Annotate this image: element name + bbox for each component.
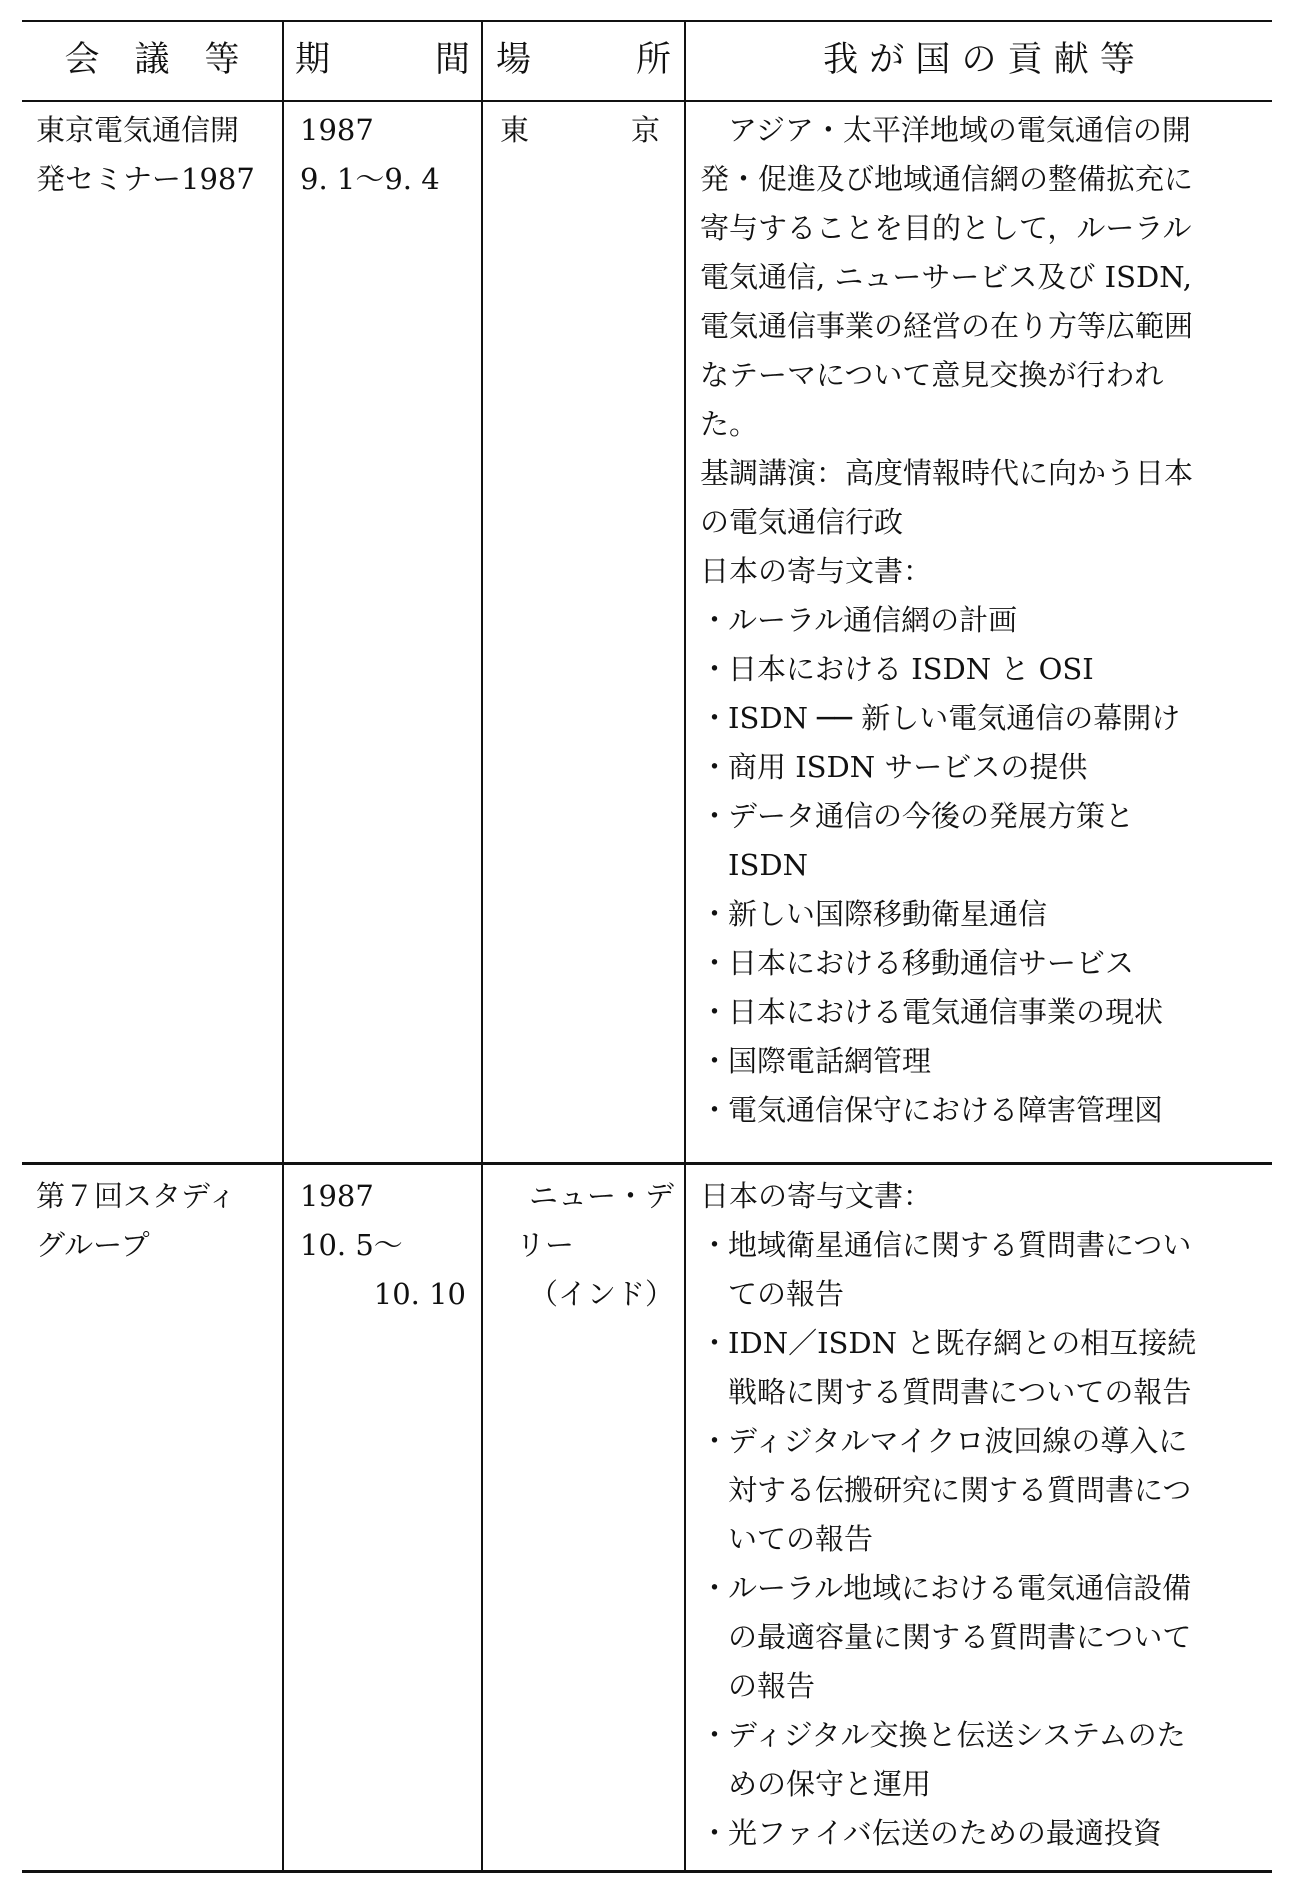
header-contribution: 我 が 国 の 貢 献 等 — [823, 40, 1135, 80]
row2-place — [496, 1172, 674, 1319]
row1-place-char: 京 — [630, 113, 660, 147]
row2-bullet-continuation: いての報告 — [728, 1522, 874, 1556]
row1-intro-line: 電気通信事業の経営の在り方等広範囲 — [700, 309, 1194, 343]
row1-intro-line: アジア・太平洋地域の電気通信の開 — [728, 113, 1191, 147]
row2-name-line: 第７回スタディ — [36, 1179, 237, 1213]
row1-bullet-item: ・ 新しい国際移動衛星通信 — [700, 897, 1048, 931]
row1-intro-line: なテーマについて意見交換が行われ — [700, 358, 1164, 392]
row2-bullet-item: ・ 地域衛星通信に関する質問書につい — [700, 1228, 1192, 1262]
row1-period-year: 1987 — [300, 113, 374, 147]
row1-place-char: 東 — [500, 113, 530, 147]
row1-bullet-item: ・ 日本における電気通信事業の現状 — [700, 995, 1164, 1029]
row2-bullet-item: ・ ディジタル交換と伝送システムのた — [700, 1718, 1186, 1752]
row2-bullet-continuation: の最適容量に関する質問書について — [728, 1620, 1192, 1654]
row1-keynote-line: の電気通信行政 — [700, 505, 904, 539]
row1-name-line: 東京電気通信開 — [36, 113, 240, 147]
header-place: 場 所 — [495, 40, 671, 80]
row1-bullet-item: ・ ISDN ── 新しい電気通信の幕開け — [700, 701, 1181, 735]
row1-intro-line: 電気通信, ニューサービス及び ISDN, — [700, 260, 1192, 294]
row1-bullet-item: ・ データ通信の今後の発展方策と — [700, 799, 1135, 833]
row1-period — [300, 106, 440, 204]
row1-bullet-continuation: ISDN — [728, 848, 808, 882]
row1-keynote-line: 基調講演：高度情報時代に向かう日本 — [700, 456, 1194, 490]
row2-bullet-continuation: ての報告 — [728, 1277, 845, 1311]
row2-bullet-item: ・ 光ファイバ伝送のための最適投資 — [700, 1816, 1162, 1850]
row2-bullet-item: ・ ルーラル地域における電気通信設備 — [700, 1571, 1192, 1605]
row2-contribution — [700, 1172, 1260, 1858]
row1-name-line: 発セミナー1987 — [36, 162, 255, 196]
row1-bullet-item: ・ 国際電話網管理 — [700, 1044, 932, 1078]
row1-intro-line: 寄与することを目的として，ルーラル — [700, 211, 1192, 245]
row1-bullet-item: ・ 日本における ISDN と OSI — [700, 652, 1094, 686]
row2-conference-name — [36, 1172, 237, 1270]
header-period: 期 間 — [294, 40, 470, 80]
row2-place-line: リー — [516, 1228, 575, 1262]
row1-bullet-item: ・ 電気通信保守における障害管理図 — [700, 1093, 1164, 1127]
row2-period-end: 10. 10 — [373, 1277, 466, 1311]
row1-intro-line: た。 — [700, 407, 759, 441]
row2-name-line: グループ — [36, 1228, 150, 1262]
row1-docs-label: 日本の寄与文書： — [700, 554, 933, 588]
column-divider-1 — [282, 20, 284, 1872]
row2-place-line: ニュー・デ — [528, 1179, 674, 1213]
row2-period-start: 10. 5〜 — [300, 1228, 403, 1262]
row-separator-rule — [22, 1162, 1272, 1165]
row1-place — [500, 106, 660, 155]
row2-bullet-continuation: の報告 — [728, 1669, 816, 1703]
row2-period-year: 1987 — [300, 1179, 374, 1213]
row1-bullet-item: ・ ルーラル通信網の計画 — [700, 603, 1018, 637]
header-conference: 会 議 等 — [64, 40, 240, 80]
header-bottom-rule — [22, 100, 1272, 102]
row2-bullet-continuation: めの保守と運用 — [728, 1767, 932, 1801]
row1-contribution — [700, 106, 1260, 1135]
row2-docs-label: 日本の寄与文書： — [700, 1179, 933, 1213]
row2-bullet-item: ・ IDN／ISDN と既存網との相互接続 — [700, 1326, 1197, 1360]
row1-conference-name — [36, 106, 255, 204]
column-divider-3 — [684, 20, 686, 1872]
row2-bullet-item: ・ ディジタルマイクロ波回線の導入に — [700, 1424, 1188, 1458]
row2-period — [300, 1172, 466, 1319]
row1-bullet-item: ・ 日本における移動通信サービス — [700, 946, 1135, 980]
row2-bullet-continuation: 戦略に関する質問書についての報告 — [728, 1375, 1192, 1409]
row2-place-line: （インド） — [528, 1277, 674, 1311]
table-bottom-rule — [22, 1870, 1272, 1873]
row1-intro-line: 発・促進及び地域通信網の整備拡充に — [700, 162, 1194, 196]
row1-bullet-item: ・ 商用 ISDN サービスの提供 — [700, 750, 1088, 784]
row1-period-dates: 9. 1〜9. 4 — [300, 162, 440, 196]
column-divider-2 — [481, 20, 483, 1872]
row2-bullet-continuation: 対する伝搬研究に関する質問書につ — [728, 1473, 1192, 1507]
